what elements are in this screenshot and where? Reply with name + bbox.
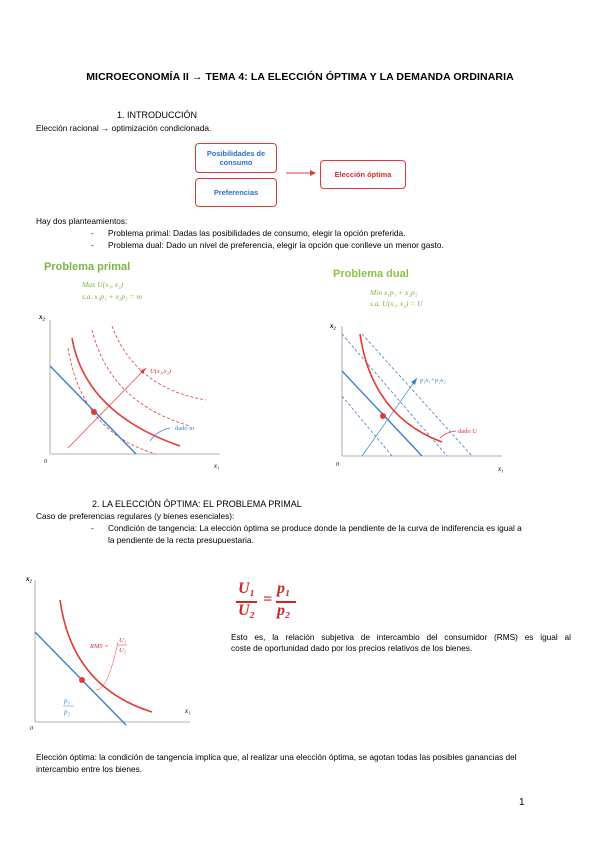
- dual-origin: 0: [336, 462, 339, 468]
- approaches-lead: Hay dos planteamientos:: [36, 216, 128, 226]
- tangency-x-label: x₁: [185, 707, 191, 715]
- tangency-origin: 0: [30, 726, 33, 732]
- closing-line1: Elección óptima: la condición de tangencia implica que, al realizar una elección óptima, se agotan todas las posibles ganancias del: [36, 752, 517, 762]
- tangency-rms-num: U₁: [119, 637, 126, 644]
- tangency-price-num: p₁: [64, 697, 70, 705]
- bullet-dash-icon: -: [91, 240, 94, 250]
- dual-eq-constraint: s.a. U(x₁, x₂) = U: [370, 299, 423, 308]
- primal-budget-label: dado m: [175, 425, 195, 432]
- tangency-bullet-line1: Condición de tangencia: La elección óptima se produce donde la pendiente de la curva de indiferencia es igual a: [108, 523, 522, 533]
- primal-x-label: x₁: [214, 462, 220, 470]
- dual-title: Problema dual: [333, 268, 409, 280]
- flow-arrow-icon: [286, 168, 316, 178]
- explanation-line2: coste de oportunidad dado por los precios relativos de los bienes.: [231, 643, 473, 653]
- flow-box-optimal-choice: Elección óptima: [320, 160, 406, 189]
- primal-title: Problema primal: [44, 261, 131, 273]
- closing-line2: intercambio entre los bienes.: [36, 764, 143, 774]
- formula-p1: p₁: [277, 580, 291, 597]
- primal-origin: 0: [44, 459, 47, 465]
- formula-u2: U₂: [238, 602, 256, 619]
- tangency-bullet-line2: la pendiente de la recta presupuestaria.: [108, 535, 254, 545]
- dual-expense-label: p₁x₁+p₂x₂: [420, 377, 446, 384]
- primal-y-label: x₂: [39, 313, 45, 321]
- primal-graph: [30, 308, 230, 473]
- dual-y-label: x₂: [330, 322, 336, 330]
- tangency-price-den: p₂: [64, 708, 70, 716]
- flow-box-possibilities: Posibilidades de consumo: [195, 143, 277, 173]
- dual-eq-objective: Min x₁p₁ + x₂p₂: [370, 288, 418, 297]
- dual-utility-label: dado U: [458, 428, 477, 435]
- primal-eq-objective: Max U(x₁, x₂): [82, 280, 124, 289]
- tangency-rms-prefix: RMS =: [90, 643, 109, 650]
- bullet-dual: Problema dual: Dado un nivel de preferencia, elegir la opción que conlleve un menor gasto.: [108, 240, 444, 250]
- tangency-graph: [20, 572, 195, 732]
- dual-x-label: x₁: [498, 465, 504, 473]
- dual-graph: [322, 316, 512, 476]
- section-2-lead: Caso de preferencias regulares (y bienes esenciales):: [36, 511, 235, 521]
- formula-p2: p₂: [277, 602, 291, 619]
- primal-eq-constraint: s.a. x₁p₁ + x₂p₂ = m: [82, 292, 142, 301]
- tangency-formula: [236, 580, 306, 624]
- flow-box-preferences: Preferencias: [195, 178, 277, 207]
- page-title: MICROECONOMÍA II → TEMA 4: LA ELECCIÓN ÓPTIMA Y LA DEMANDA ORDINARIA: [86, 71, 514, 83]
- bullet-dash-icon: -: [91, 228, 94, 238]
- formula-u1: U₁: [238, 580, 256, 597]
- section-1-intro: Elección racional → optimización condicionada.: [36, 123, 212, 133]
- bullet-primal: Problema primal: Dadas las posibilidades de consumo, elegir la opción preferida.: [108, 228, 406, 238]
- formula-equals: =: [263, 591, 273, 608]
- tangency-y-label: x₂: [26, 575, 32, 583]
- section-1-heading: 1. INTRODUCCIÓN: [117, 110, 198, 120]
- tangency-rms-den: U₂: [119, 647, 126, 654]
- section-2-heading: 2. LA ELECCIÓN ÓPTIMA: EL PROBLEMA PRIMAL: [92, 499, 302, 509]
- explanation-line1: Esto es, la relación subjetiva de intercambio del consumidor (RMS) es igual al: [231, 632, 571, 642]
- primal-utility-label: U(x₁,x₂): [150, 368, 171, 375]
- page-number: 1: [519, 797, 525, 808]
- bullet-dash-icon: -: [91, 523, 94, 533]
